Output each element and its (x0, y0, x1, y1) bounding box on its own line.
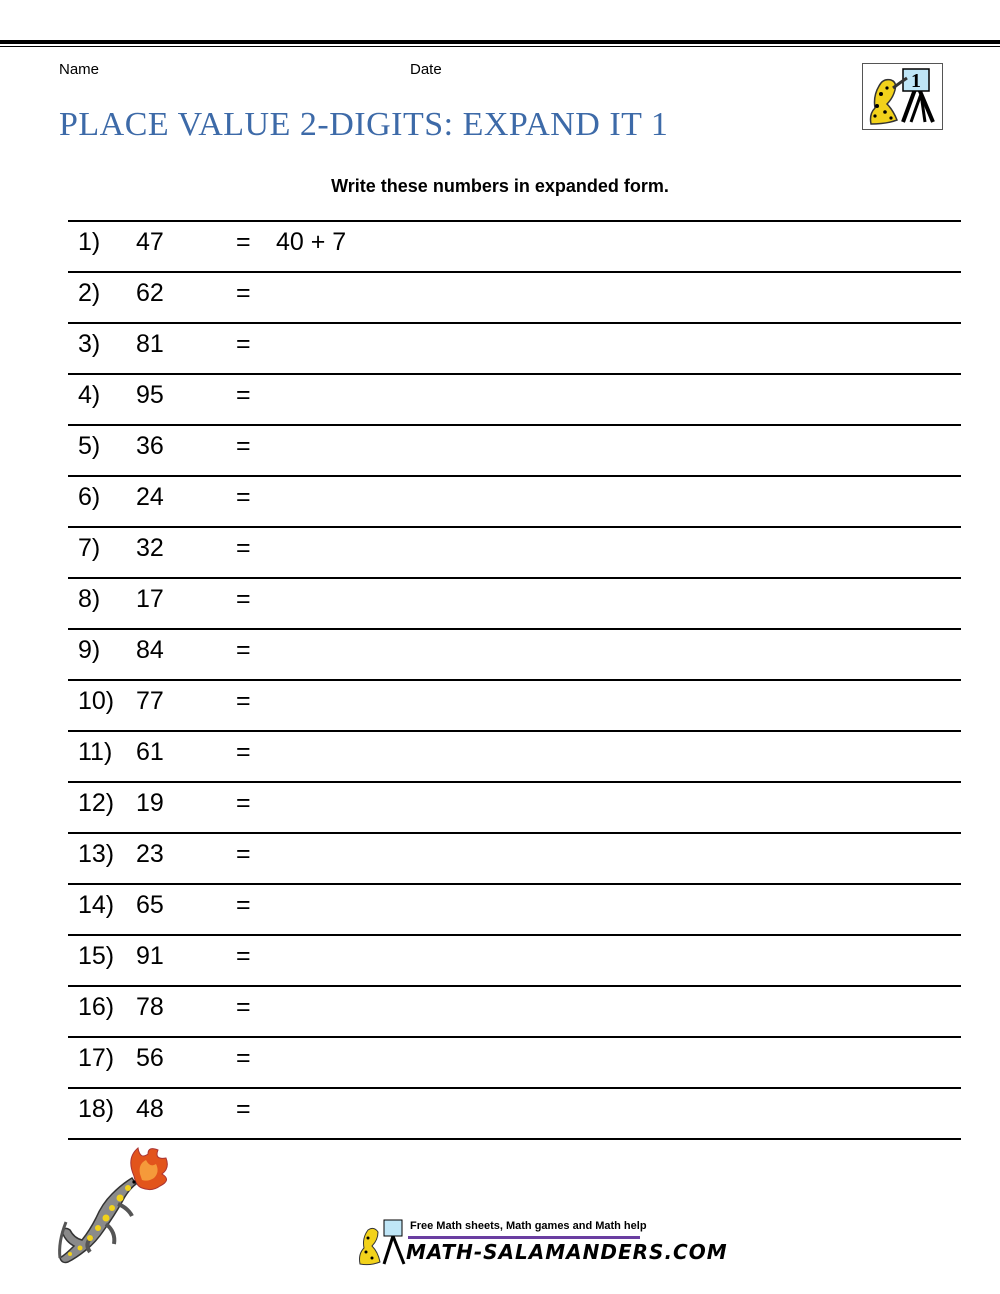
question-value: 62 (136, 279, 164, 307)
equals-sign: = (236, 330, 251, 358)
question-value: 95 (136, 381, 164, 409)
question-row (68, 475, 961, 526)
question-value: 78 (136, 993, 164, 1021)
footer-branding (356, 1216, 728, 1268)
equals-sign: = (236, 840, 251, 868)
equals-sign: = (236, 942, 251, 970)
question-value: 47 (136, 228, 164, 256)
question-value: 84 (136, 636, 164, 664)
equals-sign: = (236, 279, 251, 307)
question-row (68, 730, 961, 781)
equals-sign: = (236, 432, 251, 460)
question-value: 91 (136, 942, 164, 970)
question-number: 14) (78, 891, 115, 919)
question-row (68, 526, 961, 577)
question-value: 61 (136, 738, 164, 766)
equals-sign: = (236, 1044, 251, 1072)
question-number: 17) (78, 1044, 115, 1072)
question-row (68, 271, 961, 322)
question-number: 18) (78, 1095, 115, 1123)
date-label: Date (410, 61, 442, 78)
equals-sign: = (236, 381, 251, 409)
question-value: 36 (136, 432, 164, 460)
top-rule-thick (0, 40, 1000, 44)
question-number: 5) (78, 432, 101, 460)
question-number: 13) (78, 840, 115, 868)
question-row (68, 985, 961, 1036)
question-value: 23 (136, 840, 164, 868)
question-value: 81 (136, 330, 164, 358)
worksheet-title: PLACE VALUE 2-DIGITS: EXPAND IT 1 (59, 106, 669, 143)
question-number: 10) (78, 687, 115, 715)
salamander-fire-icon (56, 1146, 176, 1268)
question-row (68, 373, 961, 424)
equals-sign: = (236, 687, 251, 715)
question-number: 15) (78, 942, 115, 970)
question-number: 11) (78, 738, 113, 766)
question-list (68, 220, 961, 1140)
question-number: 16) (78, 993, 115, 1021)
salamander-grade-icon (863, 64, 942, 129)
equals-sign: = (236, 738, 251, 766)
question-row (68, 1036, 961, 1087)
equals-sign: = (236, 993, 251, 1021)
instruction-text: Write these numbers in expanded form. (331, 176, 669, 196)
question-value: 65 (136, 891, 164, 919)
question-value: 17 (136, 585, 164, 613)
question-row (68, 934, 961, 985)
question-value: 32 (136, 534, 164, 562)
question-number: 8) (78, 585, 101, 613)
question-number: 4) (78, 381, 101, 409)
question-value: 77 (136, 687, 164, 715)
question-number: 7) (78, 534, 101, 562)
question-row (68, 679, 961, 730)
answer-field[interactable]: 40 + 7 (276, 228, 347, 256)
grade-number: 1 (911, 70, 921, 92)
equals-sign: = (236, 585, 251, 613)
question-row (68, 424, 961, 475)
question-value: 19 (136, 789, 164, 817)
question-row (68, 577, 961, 628)
footer-tagline: Free Math sheets, Math games and Math help (410, 1220, 647, 1232)
question-value: 56 (136, 1044, 164, 1072)
equals-sign: = (236, 1095, 251, 1123)
question-value: 48 (136, 1095, 164, 1123)
question-row (68, 781, 961, 832)
question-row (68, 220, 961, 271)
question-row (68, 628, 961, 679)
equals-sign: = (236, 534, 251, 562)
question-row (68, 1087, 961, 1140)
equals-sign: = (236, 789, 251, 817)
grade-logo (862, 63, 943, 130)
question-number: 9) (78, 636, 101, 664)
footer-site-name: MATH-SALAMANDERS.COM (406, 1240, 728, 1264)
footer-divider (408, 1236, 640, 1239)
footer-logo-icon (356, 1218, 406, 1268)
salamander-mascot (56, 1146, 176, 1273)
name-label: Name (59, 61, 100, 78)
question-row (68, 883, 961, 934)
question-number: 12) (78, 789, 115, 817)
question-number: 6) (78, 483, 101, 511)
question-number: 3) (78, 330, 101, 358)
equals-sign: = (236, 891, 251, 919)
question-value: 24 (136, 483, 164, 511)
question-row (68, 322, 961, 373)
equals-sign: = (236, 483, 251, 511)
question-number: 1) (78, 228, 101, 256)
equals-sign: = (236, 636, 251, 664)
equals-sign: = (236, 228, 251, 256)
question-number: 2) (78, 279, 101, 307)
top-rule-thin (0, 46, 1000, 47)
question-row (68, 832, 961, 883)
